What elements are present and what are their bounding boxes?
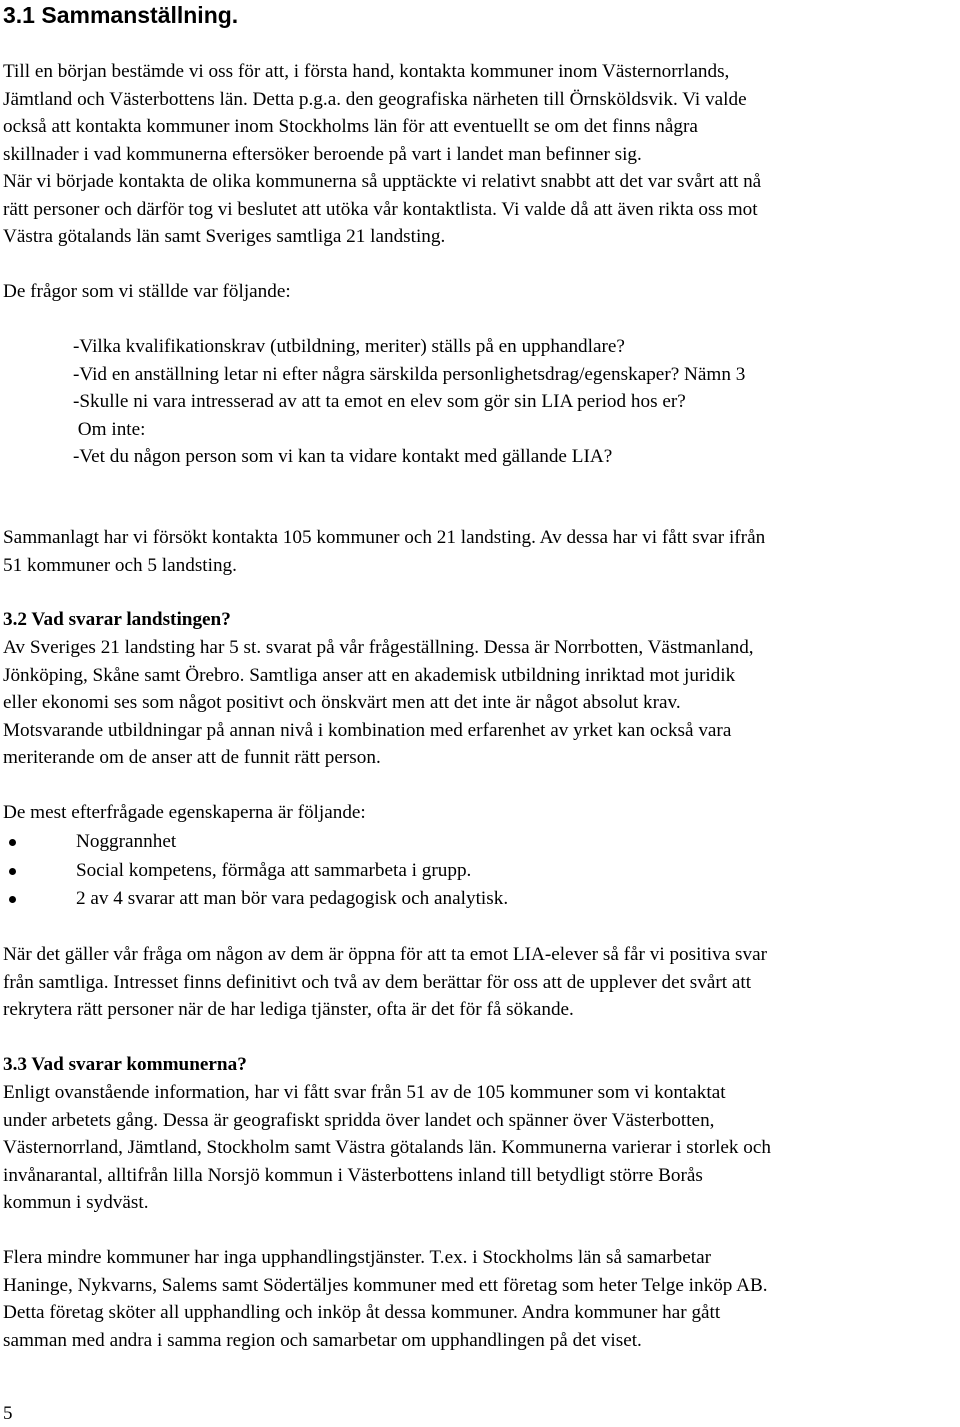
text-line: eller ekonomi ses som något positivt och önskvärt men att det inte är något absolut krav. (3, 692, 681, 713)
text-line: Sammanlagt har vi försökt kontakta 105 kommuner och 21 landsting. Av dessa har vi fått svar ifrån (3, 527, 766, 548)
text-line: invånarantal, alltifrån lilla Norsjö kommun i Västerbottens inland till betydligt större Borås (3, 1164, 703, 1186)
text-line: rekrytera rätt personer när de har lediga tjänster, ofta är det för få sökande. (3, 999, 574, 1020)
text-line: kommun i sydväst. (3, 1192, 149, 1213)
text-line: Jämtland och Västerbottens län. Detta p.g.a. den geografiska närheten till Örnsköldsvik. Vi valde (3, 88, 747, 110)
text-line: Av Sveriges 21 landsting har 5 st. svarat på vår frågeställning. Dessa är Norrbotten, Västmanland, (3, 637, 754, 658)
text-line: När vi började kontakta de olika kommunerna så upptäckte vi relativt snabbt att det var svårt att nå (3, 171, 762, 192)
page-number: 5 (3, 1403, 13, 1424)
text-line: meriterande om de anser att de funnit rätt person. (3, 747, 381, 768)
intro-paragraph (3, 58, 958, 251)
traits-intro: De mest efterfrågade egenskaperna är följande: (3, 802, 366, 823)
traits-list (3, 828, 508, 914)
question-item: -Skulle ni vara intresserad av att ta emot en elev som gör sin LIA period hos er? (73, 391, 686, 412)
text-line: också att kontakta kommuner inom Stockholms län för att eventuellt se om det finns några (3, 116, 698, 137)
lia-paragraph (3, 941, 958, 1024)
question-item: -Vid en anställning letar ni efter några särskilda personlighetsdrag/egenskaper? Nämn 3 (73, 363, 746, 385)
list-item: 2 av 4 svarar att man bör vara pedagogisk och analytisk. (3, 885, 508, 914)
list-item: Social kompetens, förmåga att sammarbeta i grupp. (3, 857, 508, 886)
question-item: Om inte: (73, 418, 146, 440)
section-heading-kommunerna: 3.3 Vad svarar kommunerna? (3, 1054, 247, 1075)
text-line: 51 kommuner och 5 landsting. (3, 554, 237, 576)
text-line: Motsvarande utbildningar på annan nivå i kombination med erfarenhet av yrket kan också vara (3, 719, 732, 741)
question-item: -Vet du någon person som vi kan ta vidare kontakt med gällande LIA? (73, 446, 613, 467)
questions-list (73, 333, 953, 471)
text-line: samman med andra i samma region och samarbetar om upphandlingen på det viset. (3, 1329, 642, 1351)
text-line: När det gäller vår fråga om någon av dem är öppna för att ta emot LIA-elever så får vi positiva svar (3, 944, 767, 965)
text-line: under arbetets gång. Dessa är geografiskt spridda över landet och spänner över Västerbotten, (3, 1109, 715, 1131)
text-line: från samtliga. Intresset finns definitivt och två av dem berättar för oss att de upplever det svårt att (3, 971, 752, 993)
section-heading-sammanstallning: 3.1 Sammanställning. (3, 2, 239, 28)
questions-intro: De frågor som vi ställde var följande: (3, 281, 291, 302)
list-item: Noggrannhet (3, 828, 508, 857)
text-line: Till en början bestämde vi oss för att, i första hand, kontakta kommuner inom Västernorrlands, (3, 61, 730, 82)
text-line: rätt personer och därför tog vi beslutet att utöka vår kontaktlista. Vi valde då att även rikta oss mot (3, 198, 758, 220)
text-line: skillnader i vad kommunerna eftersöker beroende på vart i landet man befinner sig. (3, 143, 642, 165)
text-line: Västernorrland, Jämtland, Stockholm samt Västra götalands län. Kommunerna varierar i storlek och (3, 1137, 772, 1158)
section-heading-landstingen: 3.2 Vad svarar landstingen? (3, 609, 231, 630)
text-line: Detta företag sköter all upphandling och inköp åt dessa kommuner. Andra kommuner har gått (3, 1302, 721, 1323)
kommuner-paragraph (3, 1079, 958, 1217)
text-line: Enligt ovanstående information, har vi fått svar från 51 av de 105 kommuner som vi kontaktat (3, 1082, 726, 1103)
text-line: Haninge, Nykvarns, Salems samt Södertäljes kommuner med ett företag som heter Telge inköp AB. (3, 1274, 768, 1296)
text-line: Flera mindre kommuner har inga upphandlingstjänster. T.ex. i Stockholms län så samarbetar (3, 1247, 711, 1268)
text-line: Jönköping, Skåne samt Örebro. Samtliga anser att en akademisk utbildning inriktad mot juridik (3, 664, 736, 686)
upphandling-paragraph (3, 1244, 958, 1354)
question-item: -Vilka kvalifikationskrav (utbildning, meriter) ställs på en upphandlare? (73, 336, 625, 357)
landsting-paragraph (3, 634, 958, 772)
text-line: Västra götalands län samt Sveriges samtliga 21 landsting. (3, 226, 446, 247)
summary-paragraph (3, 524, 958, 579)
